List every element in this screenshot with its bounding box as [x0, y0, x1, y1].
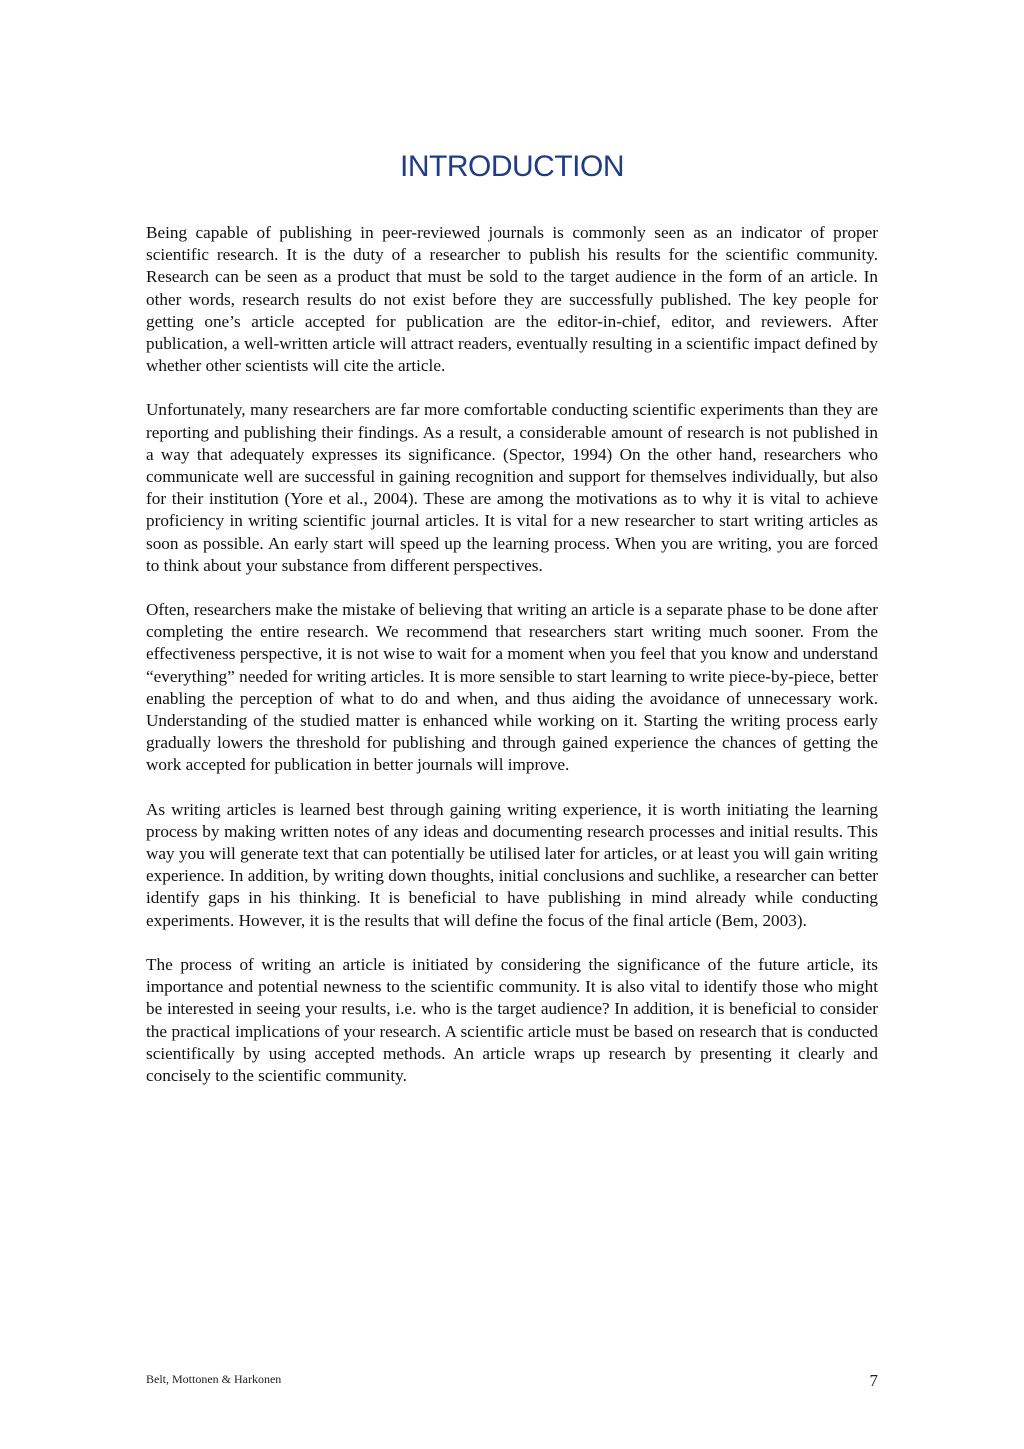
paragraph-1: Being capable of publishing in peer-reviewed journals is commonly seen as an indicator of proper scientific research. It is the duty of a researcher to publish his results for the scientific community. Research can be seen as a product that must be sold to the target audience in the form of an article. In other words, research results do not exist before they are successfully published. The key people for getting one’s article accepted for publication are the editor-in-chief, editor, and reviewers. After publication, a well-written article will attract readers, eventually resulting in a scientific impact defined by whether other scientists will cite the article. [146, 223, 878, 376]
section-title: INTRODUCTION [400, 150, 624, 183]
paragraph-5: The process of writing an article is initiated by considering the significance of the future article, its importance and potential newness to the scientific community. It is also vital to identify those who might be interested in seeing your results, i.e. who is the target audience? In addition, it is beneficial to consider the practical implications of your research. A scientific article must be based on research that is conducted scientifically by using accepted methods. An article wraps up research by presenting it clearly and concisely to the scientific community. [146, 954, 878, 1085]
paragraph-2: Unfortunately, many researchers are far more comfortable conducting scientific experiments than they are reporting and publishing their findings. As a result, a considerable amount of research is not published in a way that adequately expresses its significance. (Spector, 1994) On the other hand, researchers who communicate well are successful in gaining recognition and support for themselves individually, but also for their institution (Yore et al., 2004). These are among the motivations as to why it is vital to achieve proficiency in writing scientific journal articles. It is vital for a new researcher to start writing articles as soon as possible. An early start will speed up the learning process. When you are writing, you are forced to think about your substance from different perspectives. [146, 400, 878, 575]
paragraph-3: Often, researchers make the mistake of believing that writing an article is a separate phase to be done after completing the entire research. We recommend that researchers start writing much sooner. From the effectiveness perspective, it is not wise to wait for a moment when you feel that you know and understand “everything” needed for writing articles. It is more sensible to start learning to write piece-by-piece, better enabling the perception of what to do and when, and thus aiding the avoidance of unnecessary work. Understanding of the studied matter is enhanced while working on it. Starting the writing process early gradually lowers the threshold for publishing and through gained experience the chances of getting the work accepted for publication in better journals will improve. [146, 600, 878, 775]
footer-authors: Belt, Mottonen & Harkonen [146, 1372, 282, 1386]
paragraph-4: As writing articles is learned best through gaining writing experience, it is worth initiating the learning process by making written notes of any ideas and documenting research processes and initial results. This way you will generate text that can potentially be utilised later for articles, or at least you will gain writing experience. In addition, by writing down thoughts, initial conclusions and suchlike, a researcher can better identify gaps in his thinking. It is beneficial to have publishing in mind already while conducting experiments. However, it is the results that will define the focus of the final article (Bem, 2003). [146, 799, 878, 930]
page-number: 7 [869, 1371, 878, 1390]
body-text [146, 222, 878, 1109]
